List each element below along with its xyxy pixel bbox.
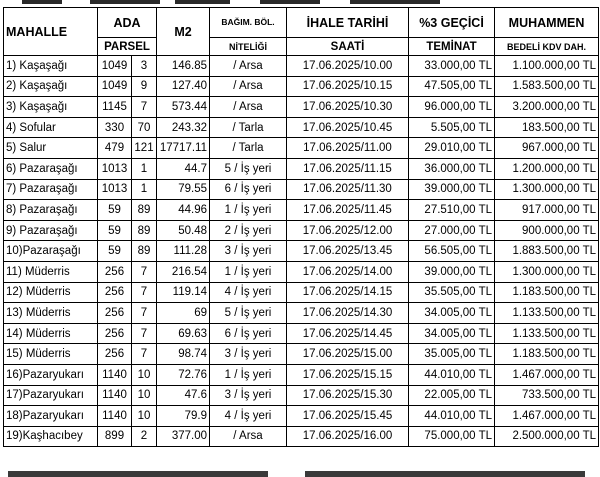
cell-parsel: 2 — [132, 426, 157, 447]
cell-bedel: 1.133.500,00 TL — [495, 323, 599, 344]
cell-mahalle: 12) Müderris — [4, 282, 98, 303]
cell-tarih: 17.06.2025/12.00 — [287, 220, 409, 241]
cell-parsel: 7 — [132, 261, 157, 282]
cell-mahalle: 3) Kaşaşağı — [4, 97, 98, 118]
cell-tarih: 17.06.2025/10.15 — [287, 76, 409, 97]
table-row — [4, 76, 599, 97]
cell-bedel: 1.583.500,00 TL — [495, 76, 599, 97]
cell-parsel: 1 — [132, 158, 157, 179]
cell-bedel: 1.200.000,00 TL — [495, 158, 599, 179]
cell-ada: 256 — [98, 303, 132, 324]
cell-parsel: 7 — [132, 323, 157, 344]
cell-ada: 1140 — [98, 364, 132, 385]
cell-m2: 98.74 — [157, 344, 210, 365]
cell-mahalle: 15) Müderris — [4, 344, 98, 365]
cell-m2: 216.54 — [157, 261, 210, 282]
cell-mahalle: 11) Müderris — [4, 261, 98, 282]
cell-m2: 44.96 — [157, 200, 210, 221]
cell-m2: 44.7 — [157, 158, 210, 179]
cell-mahalle: 6) Pazaraşağı — [4, 158, 98, 179]
cell-bedel: 900.000,00 TL — [495, 220, 599, 241]
header-m2: M2 — [157, 8, 210, 56]
cell-tarih: 17.06.2025/14.00 — [287, 261, 409, 282]
cell-nitelik: / Arsa — [210, 76, 287, 97]
cell-ada: 1049 — [98, 56, 132, 77]
cell-nitelik: 1 / İş yeri — [210, 261, 287, 282]
table-row — [4, 220, 599, 241]
cell-teminat: 56.505,00 TL — [409, 241, 495, 262]
cell-mahalle: 19)Kaşhacıbey — [4, 426, 98, 447]
cell-parsel: 1 — [132, 179, 157, 200]
cell-nitelik: 5 / İş yeri — [210, 158, 287, 179]
cell-mahalle: 13) Müderris — [4, 303, 98, 324]
cell-teminat: 33.000,00 TL — [409, 56, 495, 77]
cell-tarih: 17.06.2025/10.00 — [287, 56, 409, 77]
cell-nitelik: 3 / İş yeri — [210, 385, 287, 406]
cell-teminat: 29.010,00 TL — [409, 138, 495, 159]
cell-bedel: 733.500,00 TL — [495, 385, 599, 406]
cell-ada: 899 — [98, 426, 132, 447]
table-row — [4, 385, 599, 406]
cell-mahalle: 10)Pazaraşağı — [4, 241, 98, 262]
cell-bedel: 3.200.000,00 TL — [495, 97, 599, 118]
header-parsel: PARSEL — [98, 38, 157, 56]
table-row — [4, 323, 599, 344]
cell-mahalle: 9) Pazaraşağı — [4, 220, 98, 241]
cell-nitelik: 4 / İş yeri — [210, 282, 287, 303]
cell-mahalle: 14) Müderris — [4, 323, 98, 344]
cell-bedel: 1.467.000,00 TL — [495, 406, 599, 427]
cell-nitelik: 4 / İş yeri — [210, 406, 287, 427]
cell-parsel: 10 — [132, 406, 157, 427]
cell-teminat: 44.010,00 TL — [409, 406, 495, 427]
header-gecici: %3 GEÇİCİ — [409, 8, 495, 38]
cell-tarih: 17.06.2025/14.30 — [287, 303, 409, 324]
cell-nitelik: / Tarla — [210, 138, 287, 159]
table-row — [4, 303, 599, 324]
cell-teminat: 35.505,00 TL — [409, 282, 495, 303]
cell-parsel: 89 — [132, 200, 157, 221]
table-row — [4, 364, 599, 385]
cell-mahalle: 1) Kaşaşağı — [4, 56, 98, 77]
table-row — [4, 56, 599, 77]
cell-bedel: 917.000,00 TL — [495, 200, 599, 221]
table-row — [4, 241, 599, 262]
cell-tarih: 17.06.2025/11.15 — [287, 158, 409, 179]
cell-nitelik: / Arsa — [210, 426, 287, 447]
cell-m2: 69 — [157, 303, 210, 324]
cell-ada: 1049 — [98, 76, 132, 97]
cell-teminat: 96.000,00 TL — [409, 97, 495, 118]
header-muhammen: MUHAMMEN — [495, 8, 599, 38]
cropped-text-bottom — [0, 469, 600, 477]
cell-ada: 256 — [98, 344, 132, 365]
cell-teminat: 5.505,00 TL — [409, 117, 495, 138]
cell-m2: 573.44 — [157, 97, 210, 118]
table-row — [4, 426, 599, 447]
cell-tarih: 17.06.2025/11.45 — [287, 200, 409, 221]
cell-mahalle: 5) Salur — [4, 138, 98, 159]
cell-parsel: 10 — [132, 385, 157, 406]
table-row — [4, 261, 599, 282]
cell-teminat: 27.510,00 TL — [409, 200, 495, 221]
cell-nitelik: / Tarla — [210, 117, 287, 138]
cell-mahalle: 4) Sofular — [4, 117, 98, 138]
cell-bedel: 2.500.000,00 TL — [495, 426, 599, 447]
cell-bedel: 1.883.500,00 TL — [495, 241, 599, 262]
cell-nitelik: 3 / İş yeri — [210, 344, 287, 365]
cell-mahalle: 2) Kaşaşağı — [4, 76, 98, 97]
header-row-1 — [4, 8, 599, 38]
cell-bedel: 1.133.500,00 TL — [495, 303, 599, 324]
cell-ada: 1013 — [98, 158, 132, 179]
cell-ada: 479 — [98, 138, 132, 159]
cell-teminat: 34.005,00 TL — [409, 303, 495, 324]
cell-ada: 330 — [98, 117, 132, 138]
auction-table — [3, 7, 599, 447]
cell-parsel: 7 — [132, 97, 157, 118]
cell-m2: 17717.11 — [157, 138, 210, 159]
cell-tarih: 17.06.2025/15.45 — [287, 406, 409, 427]
cell-nitelik: 1 / İş yeri — [210, 200, 287, 221]
cell-teminat: 39.000,00 TL — [409, 261, 495, 282]
cell-bedel: 1.183.500,00 TL — [495, 282, 599, 303]
cell-m2: 146.85 — [157, 56, 210, 77]
table-row — [4, 138, 599, 159]
cell-m2: 47.6 — [157, 385, 210, 406]
cell-teminat: 44.010,00 TL — [409, 364, 495, 385]
cell-tarih: 17.06.2025/15.00 — [287, 344, 409, 365]
cell-tarih: 17.06.2025/15.30 — [287, 385, 409, 406]
cell-bedel: 183.500,00 TL — [495, 117, 599, 138]
cell-m2: 119.14 — [157, 282, 210, 303]
header-teminat: TEMİNAT — [409, 38, 495, 56]
cell-bedel: 1.100.000,00 TL — [495, 56, 599, 77]
cell-nitelik: 2 / İş yeri — [210, 220, 287, 241]
table-row — [4, 97, 599, 118]
table-row — [4, 406, 599, 427]
table-row — [4, 344, 599, 365]
cell-m2: 127.40 — [157, 76, 210, 97]
cell-m2: 50.48 — [157, 220, 210, 241]
cell-tarih: 17.06.2025/14.15 — [287, 282, 409, 303]
cell-nitelik: 3 / İş yeri — [210, 241, 287, 262]
cell-tarih: 17.06.2025/11.00 — [287, 138, 409, 159]
cell-bedel: 1.300.000,00 TL — [495, 179, 599, 200]
header-bedeli: BEDELİ KDV DAH. — [495, 38, 599, 56]
cell-nitelik: 5 / İş yeri — [210, 303, 287, 324]
cell-tarih: 17.06.2025/14.45 — [287, 323, 409, 344]
table-body — [4, 56, 599, 447]
cell-ada: 1013 — [98, 179, 132, 200]
cell-m2: 79.9 — [157, 406, 210, 427]
cell-parsel: 7 — [132, 344, 157, 365]
cell-m2: 243.32 — [157, 117, 210, 138]
cell-parsel: 10 — [132, 364, 157, 385]
cell-bedel: 1.467.000,00 TL — [495, 364, 599, 385]
header-mahalle: MAHALLE — [4, 8, 98, 56]
cell-mahalle: 17)Pazaryukarı — [4, 385, 98, 406]
cell-teminat: 34.005,00 TL — [409, 323, 495, 344]
cell-ada: 256 — [98, 323, 132, 344]
cell-m2: 69.63 — [157, 323, 210, 344]
cell-parsel: 3 — [132, 56, 157, 77]
cell-nitelik: 6 / İş yeri — [210, 179, 287, 200]
cell-bedel: 967.000,00 TL — [495, 138, 599, 159]
cell-ada: 256 — [98, 282, 132, 303]
cell-parsel: 9 — [132, 76, 157, 97]
cell-m2: 111.28 — [157, 241, 210, 262]
header-ada: ADA — [98, 8, 157, 38]
cell-ada: 1140 — [98, 385, 132, 406]
cell-teminat: 27.000,00 TL — [409, 220, 495, 241]
cell-ada: 1140 — [98, 406, 132, 427]
cell-parsel: 70 — [132, 117, 157, 138]
cell-mahalle: 18)Pazaryukarı — [4, 406, 98, 427]
cell-parsel: 89 — [132, 220, 157, 241]
cell-ada: 59 — [98, 200, 132, 221]
cell-nitelik: / Arsa — [210, 97, 287, 118]
table-row — [4, 117, 599, 138]
cell-mahalle: 16)Pazaryukarı — [4, 364, 98, 385]
header-saati: SAATİ — [287, 38, 409, 56]
table-row — [4, 179, 599, 200]
cell-tarih: 17.06.2025/11.30 — [287, 179, 409, 200]
cell-tarih: 17.06.2025/10.30 — [287, 97, 409, 118]
cell-ada: 256 — [98, 261, 132, 282]
cell-ada: 59 — [98, 220, 132, 241]
cell-nitelik: / Arsa — [210, 56, 287, 77]
table-row — [4, 200, 599, 221]
cell-nitelik: 1 / İş yeri — [210, 364, 287, 385]
cell-nitelik: 6 / İş yeri — [210, 323, 287, 344]
cell-m2: 79.55 — [157, 179, 210, 200]
header-bagim-bol: BAĞIM. BÖL. — [210, 8, 287, 38]
cell-tarih: 17.06.2025/10.45 — [287, 117, 409, 138]
cell-parsel: 7 — [132, 303, 157, 324]
cell-tarih: 17.06.2025/13.45 — [287, 241, 409, 262]
cell-mahalle: 7) Pazaraşağı — [4, 179, 98, 200]
cell-parsel: 121 — [132, 138, 157, 159]
cell-teminat: 75.000,00 TL — [409, 426, 495, 447]
header-ihale-tarihi: İHALE TARİHİ — [287, 8, 409, 38]
cell-bedel: 1.183.500,00 TL — [495, 344, 599, 365]
cell-bedel: 1.300.000,00 TL — [495, 261, 599, 282]
cell-teminat: 39.000,00 TL — [409, 179, 495, 200]
cell-teminat: 22.005,00 TL — [409, 385, 495, 406]
table-row — [4, 158, 599, 179]
cell-m2: 377.00 — [157, 426, 210, 447]
cell-ada: 1145 — [98, 97, 132, 118]
cell-ada: 59 — [98, 241, 132, 262]
cell-tarih: 17.06.2025/16.00 — [287, 426, 409, 447]
cell-mahalle: 8) Pazaraşağı — [4, 200, 98, 221]
cell-tarih: 17.06.2025/15.15 — [287, 364, 409, 385]
cell-parsel: 89 — [132, 241, 157, 262]
header-niteligi: NİTELİĞİ — [210, 38, 287, 56]
table-row — [4, 282, 599, 303]
cell-teminat: 36.000,00 TL — [409, 158, 495, 179]
cell-m2: 72.76 — [157, 364, 210, 385]
cell-teminat: 35.005,00 TL — [409, 344, 495, 365]
cell-parsel: 7 — [132, 282, 157, 303]
cell-teminat: 47.505,00 TL — [409, 76, 495, 97]
